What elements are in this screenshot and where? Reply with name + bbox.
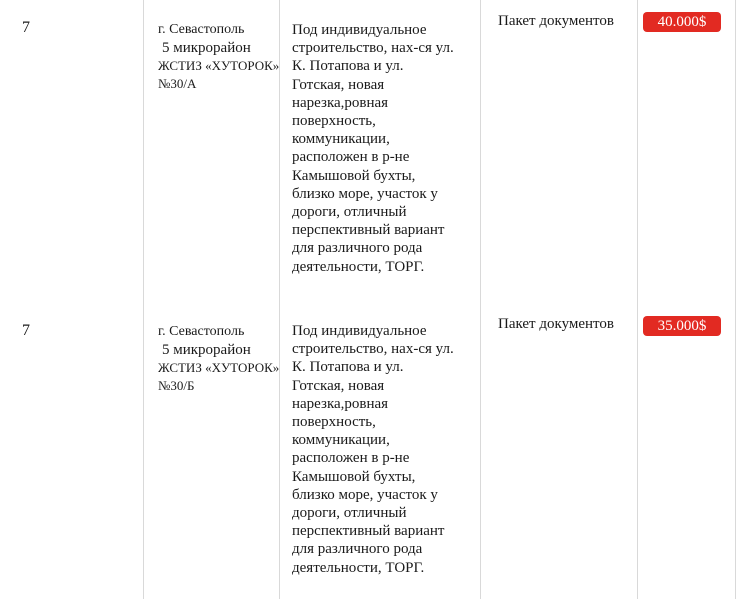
description-line: строительство, нах-ся ул. — [292, 341, 454, 358]
description-line: Под индивидуальное — [292, 22, 427, 38]
description-line: К. Потапова и ул. — [292, 58, 404, 75]
column-divider — [637, 0, 638, 599]
description-line: коммуникации, — [292, 432, 390, 449]
listing-number: 7 — [22, 19, 30, 36]
address-city: г. Севастополь — [158, 22, 245, 37]
description-line: дороги, отличный — [292, 204, 407, 221]
column-divider — [480, 0, 481, 599]
description-line: для различного рода — [292, 240, 423, 257]
description-line: Готская, новая — [292, 377, 385, 394]
address-plot: №30/Б — [158, 378, 195, 393]
description-line: поверхность, — [292, 414, 376, 431]
description-line: дороги, отличный — [292, 505, 407, 522]
listing-description — [292, 21, 478, 276]
description-line: близко море, участок у — [292, 486, 438, 503]
listing-description — [292, 322, 478, 577]
description-line: нарезка,ровная — [292, 94, 389, 111]
listing-documents: Пакет документов — [498, 13, 614, 29]
listing-documents: Пакет документов — [498, 316, 614, 332]
description-line: коммуникации, — [292, 131, 390, 148]
description-line: деятельности, ТОРГ. — [292, 258, 425, 275]
column-divider — [143, 0, 144, 599]
description-line: Готская, новая — [292, 76, 385, 93]
listing-address — [158, 323, 288, 395]
listing-address — [158, 21, 288, 93]
description-line: расположен в р-не — [292, 149, 410, 166]
description-line: перспективный вариант — [292, 222, 445, 239]
address-coop: ЖСТИЗ «ХУТОРОК» — [158, 360, 280, 375]
description-line: Камышовой бухты, — [292, 167, 416, 184]
description-line: нарезка,ровная — [292, 395, 389, 412]
description-line: перспективный вариант — [292, 523, 445, 540]
address-district: 5 микрорайон — [162, 40, 251, 56]
price-badge: 40.000$ — [643, 12, 721, 32]
description-line: поверхность, — [292, 113, 376, 130]
description-line: для различного рода — [292, 541, 423, 558]
description-line: расположен в р-не — [292, 450, 410, 467]
description-line: близко море, участок у — [292, 185, 438, 202]
address-coop: ЖСТИЗ «ХУТОРОК» — [158, 58, 280, 73]
address-plot: №30/А — [158, 76, 197, 91]
description-line: Камышовой бухты, — [292, 468, 416, 485]
address-district: 5 микрорайон — [162, 342, 251, 358]
description-line: деятельности, ТОРГ. — [292, 559, 425, 576]
description-line: К. Потапова и ул. — [292, 359, 404, 376]
listing-number: 7 — [22, 322, 30, 339]
price-badge: 35.000$ — [643, 316, 721, 336]
address-city: г. Севастополь — [158, 324, 245, 339]
column-divider — [735, 0, 736, 599]
description-line: Под индивидуальное — [292, 323, 427, 339]
description-line: строительство, нах-ся ул. — [292, 40, 454, 57]
